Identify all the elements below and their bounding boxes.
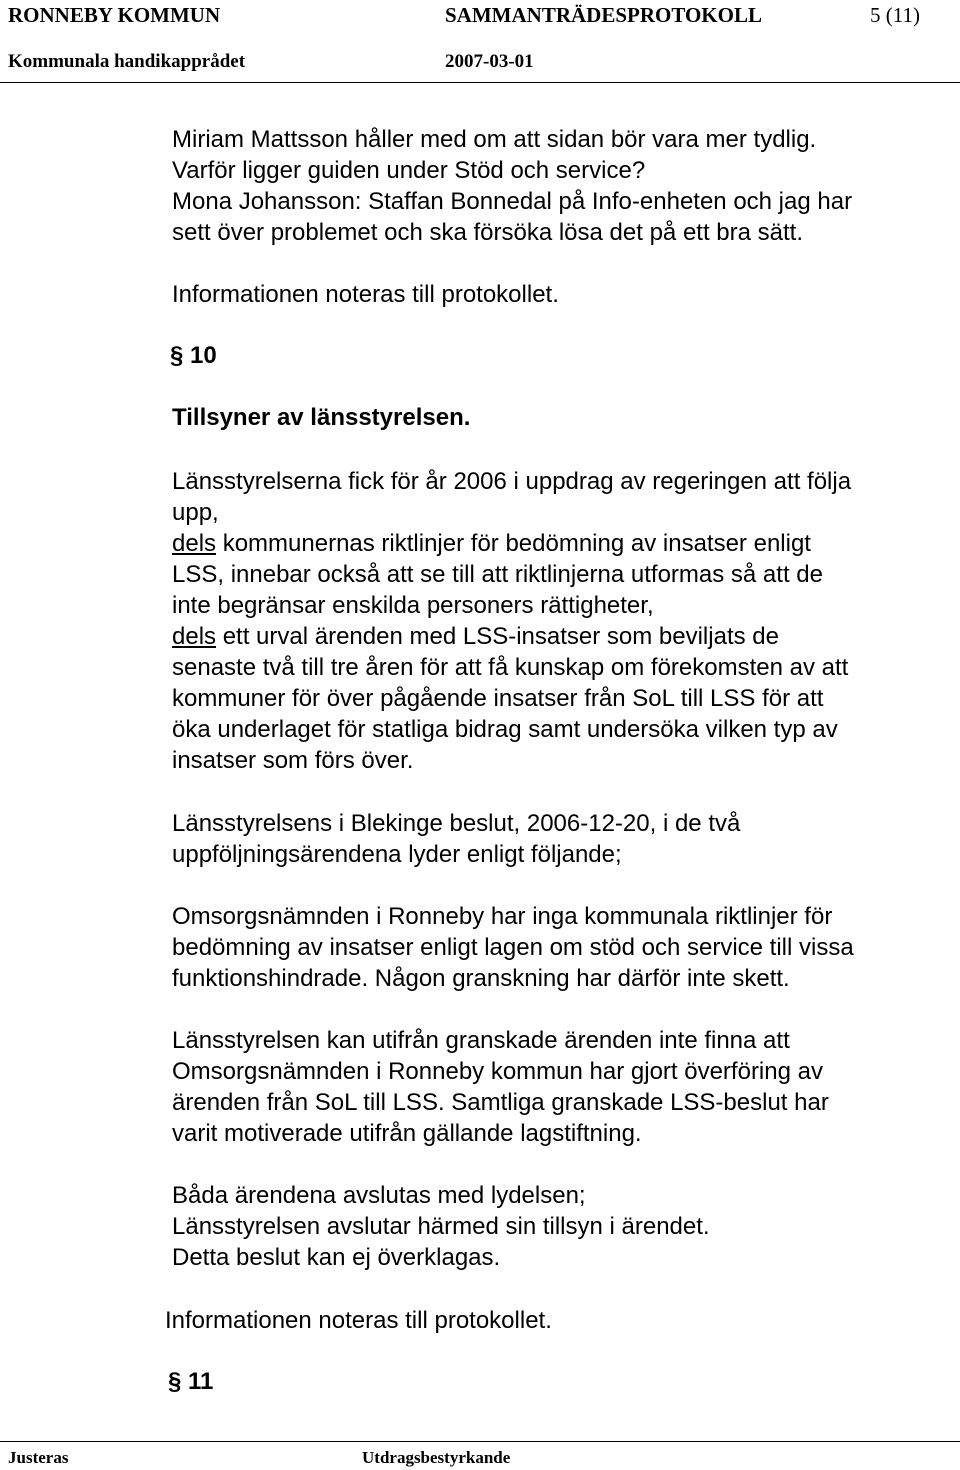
footer-justeras: Justeras xyxy=(8,1448,69,1467)
paragraph-closure xyxy=(172,1180,952,1273)
section-number-11: § 11 xyxy=(168,1368,214,1395)
section-10-decision xyxy=(165,1305,945,1336)
text-line: Omsorgsnämnden i Ronneby har inga kommunala riktlinjer för xyxy=(172,903,833,930)
text-fragment: ett urval ärenden med LSS-insatser som beviljats de xyxy=(216,623,779,650)
text-line: inte begränsar enskilda personers rättigheter, xyxy=(172,592,654,619)
text-line: Miriam Mattsson håller med om att sidan bör vara mer tydlig. xyxy=(172,126,817,153)
meeting-date: 2007-03-01 xyxy=(445,51,534,72)
paragraph-assignment xyxy=(172,466,952,776)
text-line: ärenden från SoL till LSS. Samtliga granskade LSS-beslut har xyxy=(172,1089,829,1116)
text-line: Länsstyrelsen avslutar härmed sin tillsyn i ärendet. xyxy=(172,1213,710,1240)
text-line: insatser som förs över. xyxy=(172,747,414,774)
previous-section-text xyxy=(172,124,952,248)
text-fragment: kommunernas riktlinjer för bedömning av insatser enligt xyxy=(216,530,811,557)
decision-text: Informationen noteras till protokollet. xyxy=(172,281,559,308)
text-line: senaste två till tre åren för att få kunskap om förekomsten av att xyxy=(172,654,849,681)
dels-underlined: dels xyxy=(172,530,217,557)
text-line: Länsstyrelsen kan utifrån granskade ärenden inte finna att xyxy=(172,1027,790,1054)
text-line: LSS, innebar också att se till att riktlinjerna utformas så att de xyxy=(172,561,823,588)
footer-utdragsbestyrkande: Utdragsbestyrkande xyxy=(362,1448,511,1467)
header-divider xyxy=(0,82,960,83)
page-header xyxy=(0,0,960,90)
text-line: Båda ärendena avslutas med lydelsen; xyxy=(172,1182,586,1209)
decision-text: Informationen noteras till protokollet. xyxy=(165,1307,552,1334)
text-line: Mona Johansson: Staffan Bonnedal på Info-enheten och jag har xyxy=(172,188,853,215)
section-title: Tillsyner av länsstyrelsen. xyxy=(172,404,471,431)
paragraph-decision-date xyxy=(172,808,952,870)
page-number: 5 (11) xyxy=(870,3,920,27)
footer-divider xyxy=(0,1441,960,1442)
paragraph-review xyxy=(172,1025,952,1149)
committee-name: Kommunala handikapprådet xyxy=(8,51,246,72)
municipality-name: RONNEBY KOMMUN xyxy=(8,3,221,27)
text-line: upp, xyxy=(172,499,219,526)
paragraph-guidelines xyxy=(172,901,952,994)
text-line: Länsstyrelserna fick för år 2006 i uppdrag av regeringen att följa xyxy=(172,468,852,495)
text-line xyxy=(172,528,952,559)
text-line: funktionshindrade. Någon granskning har därför inte skett. xyxy=(172,965,790,992)
text-line: sett över problemet och ska försöka lösa det på ett bra sätt. xyxy=(172,219,803,246)
previous-section-decision xyxy=(172,279,952,310)
text-line xyxy=(172,621,952,652)
text-line: bedömning av insatser enligt lagen om stöd och service till vissa xyxy=(172,934,854,961)
text-line: öka underlaget för statliga bidrag samt undersöka vilken typ av xyxy=(172,716,838,743)
document-type: SAMMANTRÄDESPROTOKOLL xyxy=(445,3,762,27)
text-line: Länsstyrelsens i Blekinge beslut, 2006-12-20, i de två xyxy=(172,810,741,837)
text-line: Varför ligger guiden under Stöd och service? xyxy=(172,157,646,184)
text-line: Detta beslut kan ej överklagas. xyxy=(172,1244,501,1271)
text-line: Omsorgsnämnden i Ronneby kommun har gjort överföring av xyxy=(172,1058,823,1085)
dels-underlined: dels xyxy=(172,623,217,650)
section-number-10: § 10 xyxy=(170,342,217,369)
text-line: varit motiverade utifrån gällande lagstiftning. xyxy=(172,1120,642,1147)
text-line: uppföljningsärendena lyder enligt följande; xyxy=(172,841,622,868)
text-line: kommuner för över pågående insatser från SoL till LSS för att xyxy=(172,685,824,712)
